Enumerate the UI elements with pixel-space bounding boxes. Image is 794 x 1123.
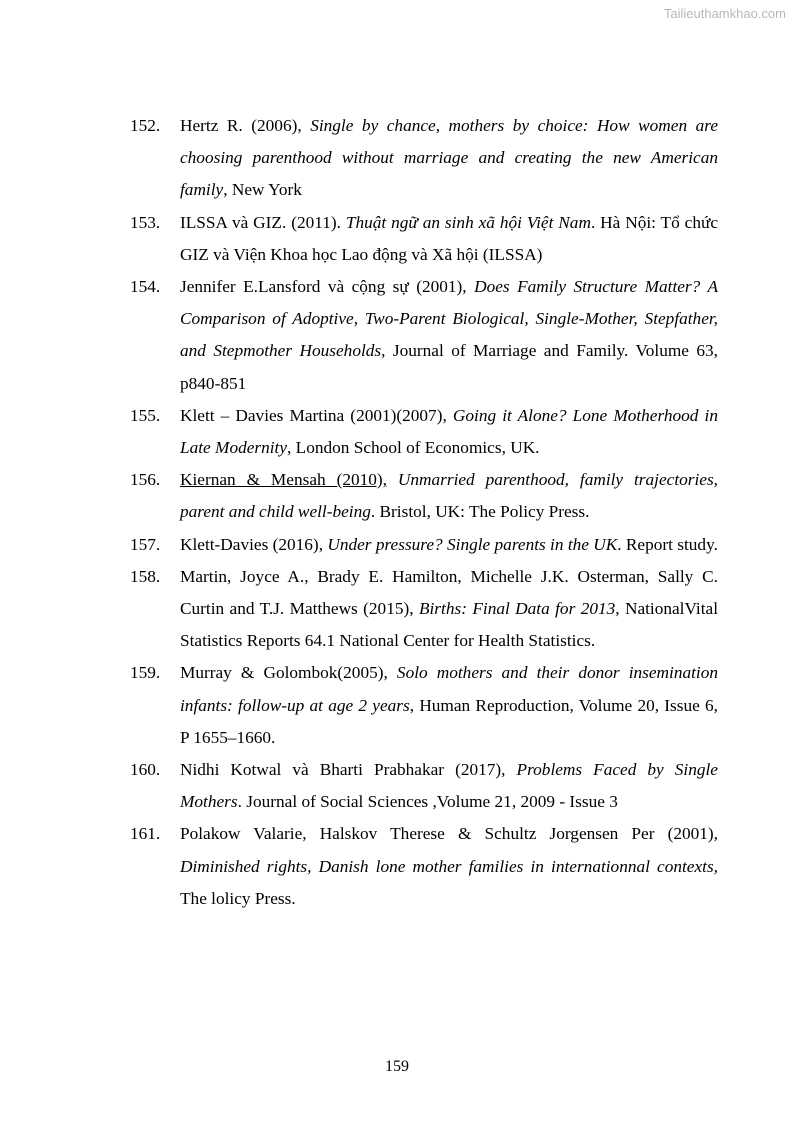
reference-item xyxy=(130,400,718,464)
reference-source: The lolicy Press. xyxy=(180,888,296,908)
reference-source: , Human Reproduction, Volume 20, Issue 6, P 1655–1660. xyxy=(180,695,719,747)
reference-number: 152. xyxy=(130,116,161,135)
reference-authors: Nidhi Kotwal và Bharti Prabhakar (2017), xyxy=(180,760,517,780)
reference-item xyxy=(130,818,718,915)
reference-title: Thuật ngữ an sinh xã hội Việt Nam xyxy=(345,212,591,232)
reference-separator xyxy=(387,470,398,489)
reference-item xyxy=(130,271,718,400)
reference-item xyxy=(130,561,718,658)
reference-title: Problems Faced by Single Mothers xyxy=(180,760,718,812)
reference-number: 154. xyxy=(130,277,161,297)
reference-source: , NationalVital Statistics Reports 64.1 National Center for Health Statistics. xyxy=(180,599,718,651)
reference-number: 153. xyxy=(130,212,161,232)
reference-authors: ILSSA và GIZ. (2011). xyxy=(180,212,346,232)
reference-item xyxy=(130,110,718,207)
reference-item xyxy=(130,529,718,561)
reference-source: , Journal of Marriage and Family. Volume 63, p840-851 xyxy=(180,341,718,393)
reference-authors-link[interactable]: Kiernan & Mensah (2010), xyxy=(180,470,387,490)
reference-authors: Martin, Joyce A., Brady E. Hamilton, Michelle J.K. Osterman, Sally C. Curtin and T.J. Matthews (2015), xyxy=(180,566,718,619)
reference-number: 157. xyxy=(130,534,161,554)
reference-list xyxy=(130,110,718,915)
reference-source: . Journal of Social Sciences ,Volume 21, 2009 - Issue 3 xyxy=(237,792,618,812)
watermark: Tailieuthamkhao.com xyxy=(663,6,786,21)
reference-title: Under pressure? Single parents in the UK xyxy=(327,534,618,554)
page-number: 159 xyxy=(385,1058,409,1075)
reference-number: 159. xyxy=(130,663,161,683)
reference-title: Single by chance, mothers by choice: How women are choosing parenthood without marriage and creating the new American family xyxy=(180,116,719,200)
reference-item xyxy=(130,657,718,754)
reference-item xyxy=(130,207,718,271)
reference-number: 161. xyxy=(130,824,161,844)
reference-title: Solo mothers and their donor insemination infants: follow-up at age 2 years xyxy=(180,663,718,715)
reference-authors: Klett-Davies (2016), xyxy=(180,534,328,554)
reference-number: 156. xyxy=(130,470,161,490)
reference-title: Going it Alone? Lone Motherhood in Late Modernity xyxy=(180,405,718,458)
reference-title: Births: Final Data for 2013 xyxy=(418,599,616,619)
reference-authors: Jennifer E.Lansford và cộng sự (2001), xyxy=(180,277,475,297)
reference-authors: Polakow Valarie, Halskov Therese & Schultz Jorgensen Per (2001), xyxy=(180,824,718,844)
reference-source: , New York xyxy=(223,180,302,200)
reference-title: Diminished rights, Danish lone mother families in internationnal contexts, xyxy=(180,856,718,876)
reference-number: 158. xyxy=(130,566,161,586)
reference-title: Unmarried parenthood, family trajectories, parent and child well-being xyxy=(180,470,718,522)
reference-authors: Klett – Davies Martina (2001)(2007), xyxy=(180,405,453,425)
reference-title: Does Family Structure Matter? A Comparison of Adoptive, Two-Parent Biological, Single-Mother, Stepfather, and Stepmother Households xyxy=(180,277,719,361)
reference-source: . Hà Nội: Tổ chức GIZ và Viện Khoa học Lao động và Xã hội (ILSSA) xyxy=(180,212,718,264)
reference-source: , London School of Economics, UK. xyxy=(287,438,540,458)
reference-source: . Bristol, UK: The Policy Press. xyxy=(370,502,590,522)
reference-number: 155. xyxy=(130,405,161,425)
reference-source: . Report study. xyxy=(617,534,718,554)
reference-number: 160. xyxy=(130,760,161,780)
reference-item xyxy=(130,464,718,528)
reference-item xyxy=(130,754,718,818)
reference-authors: Murray & Golombok(2005), xyxy=(180,663,397,683)
reference-authors: Hertz R. (2006), xyxy=(180,116,311,135)
